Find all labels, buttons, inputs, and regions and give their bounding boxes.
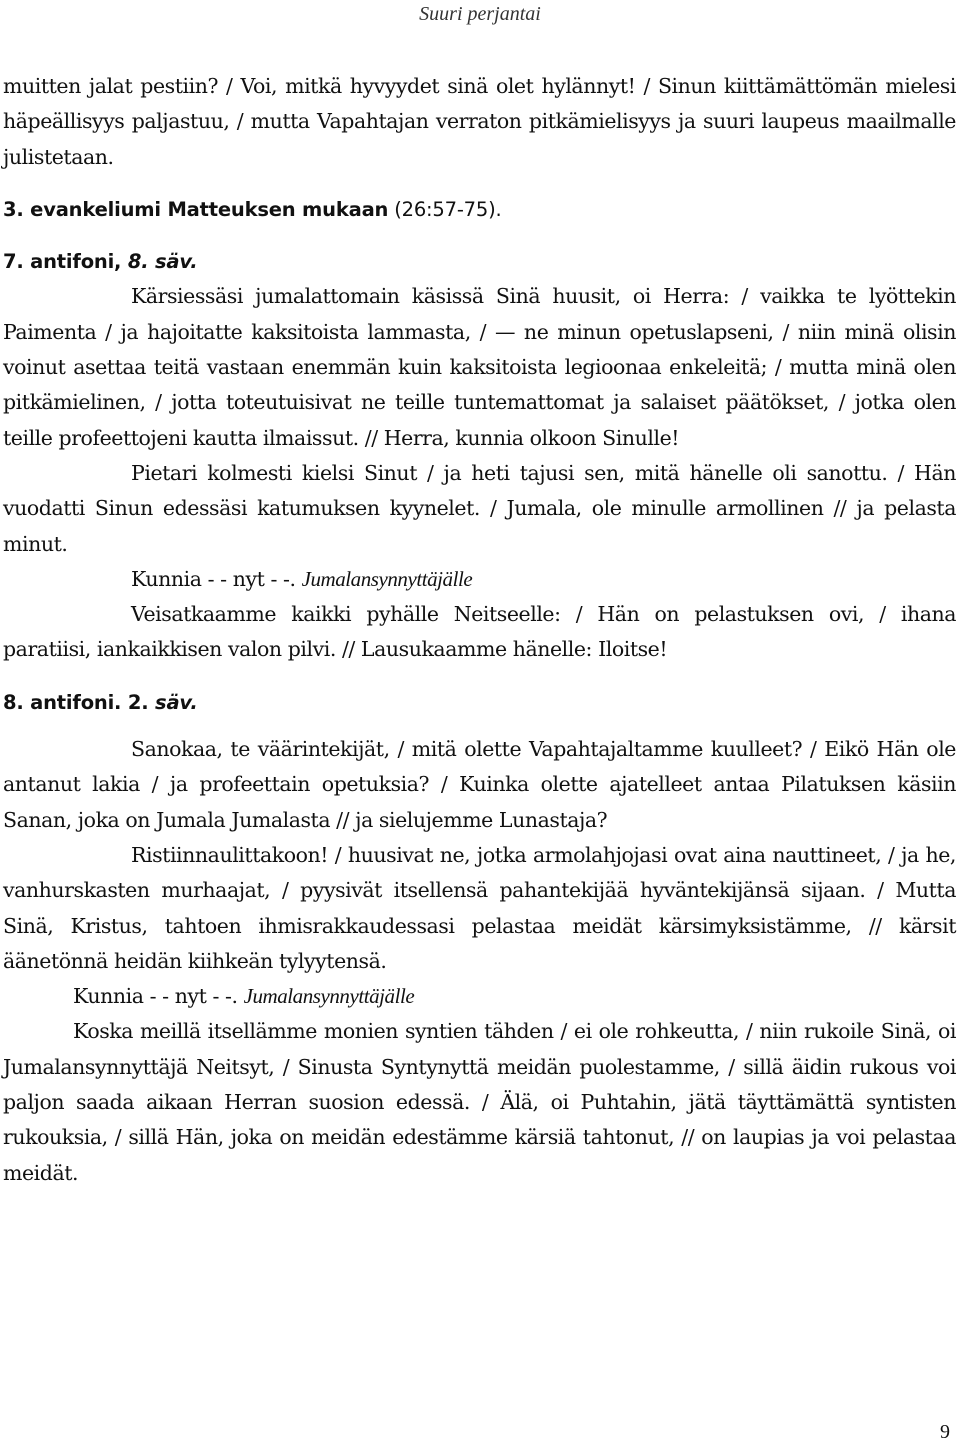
paragraph-continuation: muitten jalat pestiin? / Voi, mitkä hyvyydet sinä olet hylännyt! / Sinun kiittämättömän mielesi häpeällisyys paljastuu, / mutta Vapahtajan verraton pitkämielisyys ja suuri laupeus maailmalle julistetaan. <box>3 74 956 169</box>
gospel-heading-title: 3. evankeliumi Matteuksen mukaan <box>3 197 389 221</box>
glory-line-1-prefix: Kunnia - - nyt - -. <box>131 566 302 591</box>
glory-line-2-prefix: Kunnia - - nyt - -. <box>73 984 244 1009</box>
antiphon-8-verse-1: Sanokaa, te väärintekijät, / mitä olette Vapahtajaltamme kuulleet? / Eikö Hän ole antanut lakia / ja profeettain opetuksia? / Kuinka olette ajatelleet antaa Pilatuksen käsiin Sanan, joka on Jumala Jumalasta // ja sielujemme Lunastaja? <box>3 737 956 832</box>
antiphon-7-title: 7. antifoni, <box>3 250 128 274</box>
gospel-heading <box>3 192 956 227</box>
glory-line-2 <box>3 979 956 1014</box>
glory-line-2-theotokion: Jumalansynnyttäjälle <box>243 984 415 1009</box>
document-body <box>3 69 956 1191</box>
antiphon-7-tone: 8. säv. <box>127 250 198 274</box>
antiphon-7-verse-2: Pietari kolmesti kielsi Sinut / ja heti tajusi sen, mitä hänelle oli sanottu. / Hän vuodatti Sinun edessäsi katumuksen kyynelet. / Jumala, ole minulle armollinen // ja pelasta minut. <box>3 460 956 556</box>
page-number: 9 <box>940 1421 950 1443</box>
antiphon-7-verse-1: Kärsiessäsi jumalattomain käsissä Sinä huusit, oi Herra: / vaikka te lyöttekin Paimenta / ja hajoitatte kaksitoista lammasta, / — ne minun opetuslapseni, / niin minä olisin voinut asettaa teitä vastaan enemmän kuin kaksitoista legioonaa enkeleitä; / mutta minä olen pitkämielinen, / jotta toteutuisivat ne teille tuntemattomat ja salaiset päätökset, / jotka olen teille profeettojeni kautta ilmaissut. // Herra, kunnia olkoon Sinulle! <box>3 284 956 450</box>
theotokion-verse-1: Veisatkaamme kaikki pyhälle Neitseelle: / Hän on pelastuksen ovi, / ihana paratiisi, iankaikkisen valon pilvi. // Lausukaamme hänelle: Iloitse! <box>3 602 956 662</box>
antiphon-8-tone: säv. <box>155 690 198 714</box>
glory-line-1 <box>3 562 956 597</box>
antiphon-8-title: 8. antifoni. 2. <box>3 690 156 714</box>
antiphon-7-heading <box>3 244 956 279</box>
antiphon-8-verse-2: Ristiinnaulittakoon! / huusivat ne, jotka armolahjojasi ovat aina nauttineet, / ja he, vanhurskasten murhaajat, / pyysivät itsellensä pahantekijää hyväntekijänsä sijaan. / Mutta Sinä, Kristus, tahtoen ihmisrakkaudessasi pelastaa meidät kärsimyksistämme, // kärsit äänetönnä heidän kiihkeän tylyytensä. <box>3 842 956 973</box>
glory-line-1-theotokion: Jumalansynnyttäjälle <box>301 566 473 591</box>
running-header: Suuri perjantai <box>419 3 541 25</box>
antiphon-8-heading <box>3 685 956 720</box>
gospel-heading-reference: (26:57-75). <box>388 197 502 221</box>
theotokion-verse-2: Koska meillä itsellämme monien syntien tähden / ei ole rohkeutta, / niin rukoile Sinä, oi Jumalansynnyttäjä Neitsyt, / Sinusta Syntynyttä meidän puolestamme, / sillä äidin rukous voi paljon saada aikaan Herran suosion edessä. / Älä, oi Puhtahin, jätä täyttämättä syntisten rukouksia, / sillä Hän, joka on meidän edestämme kärsiä tahtonut, // on laupias ja voi pelastaa meidät. <box>3 1019 956 1185</box>
